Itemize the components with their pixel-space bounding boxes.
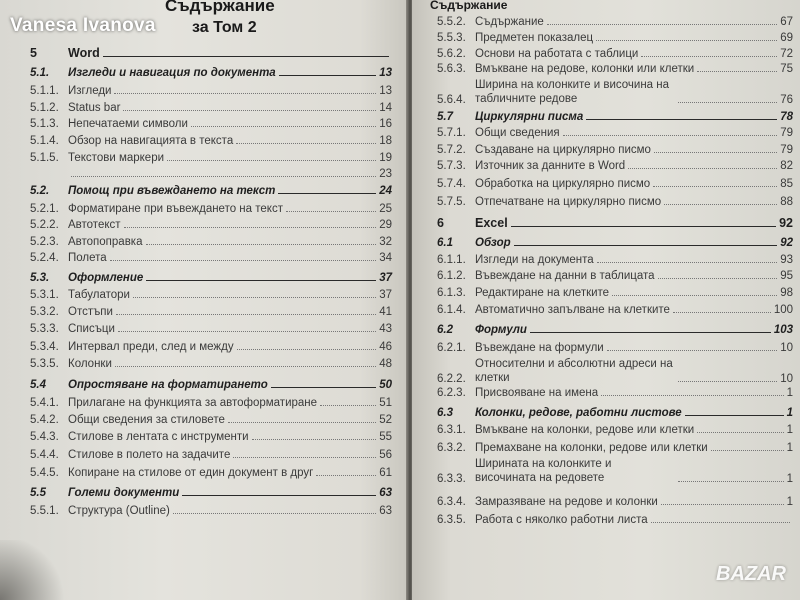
toc-entry-number: 5.5.1. [30, 505, 59, 517]
toc-entry-title: Съдържание [475, 16, 544, 28]
toc-entry-page: 23 [379, 168, 392, 180]
toc-entry-number: 5.3.2. [30, 306, 59, 318]
toc-entry-number: 5.3.3. [30, 323, 59, 335]
toc-leader [658, 277, 778, 279]
toc-entry-page: 48 [379, 358, 392, 370]
toc-entry-number: 5.5.3. [437, 32, 466, 44]
toc-entry-title: Въвеждане на формули [475, 342, 604, 354]
toc-entry-page: 1 [786, 473, 793, 485]
toc-entry-page: 10 [780, 342, 793, 354]
toc-entry-number: 5.1.4. [30, 135, 59, 147]
toc-leader [654, 151, 777, 153]
toc-entry-page: 63 [379, 487, 392, 499]
toc-entry-title: Формули [475, 324, 527, 336]
toc-entry-title: Премахване на колонки, редове или клетки [475, 442, 708, 454]
toc-leader [116, 313, 376, 315]
toc-entry [30, 445, 392, 461]
toc-entry-page: 16 [379, 118, 392, 130]
toc-entry-title: Стилове в лентата с инструменти [68, 431, 249, 443]
toc-entry-title: Изгледи [68, 85, 112, 97]
toc-entry [437, 107, 793, 123]
toc-entry [30, 410, 392, 426]
toc-leader [697, 70, 777, 72]
toc-entry-number: 6.1.1. [437, 254, 466, 266]
toc-entry-page: 24 [379, 185, 392, 197]
toc-entry-page: 55 [379, 431, 392, 443]
toc-entry [30, 114, 392, 130]
toc-entry-page: 78 [780, 111, 793, 123]
toc-entry [30, 483, 392, 499]
toc-entry-number: 5.5.2. [437, 16, 466, 28]
toc-entry-number: 5.2.4. [30, 252, 59, 264]
toc-entry-page: 67 [780, 16, 793, 28]
toc-entry-page: 61 [379, 467, 392, 479]
toc-leader [685, 414, 784, 416]
toc-leader [191, 125, 376, 127]
toc-entry-title: Вмъкване на редове, колонки или клетки [475, 63, 695, 75]
toc-entry-number: 6.2.3. [437, 387, 466, 399]
toc-entry-page: 32 [379, 236, 392, 248]
toc-entry-number: 6 [437, 216, 444, 230]
toc-entry-title: Списъци [68, 323, 115, 335]
toc-entry-title: Прилагане на функцията за автоформатиране [68, 397, 318, 409]
toc-entry-title: Status bar [68, 102, 121, 114]
running-header: Съдържание [430, 0, 508, 12]
toc-entry-number: 6.3 [437, 407, 453, 419]
toc-entry-title: Колонки, редове, работни листове [475, 407, 682, 419]
toc-leader [612, 294, 777, 296]
toc-entry-page: 98 [780, 287, 793, 299]
toc-entry [437, 28, 793, 44]
toc-entry-page: 37 [379, 272, 392, 284]
toc-leader [563, 134, 778, 136]
right-page [412, 0, 800, 600]
toc-entry [437, 266, 793, 282]
toc-entry-number: 5.7.5. [437, 196, 466, 208]
toc-entry-title: Обработка на циркулярно писмо [475, 178, 651, 190]
toc-entry-page: 76 [780, 94, 793, 106]
toc-entry-number: 5.3. [30, 272, 50, 284]
toc-entry-title: Автопоправка [68, 236, 143, 248]
toc-leader [678, 480, 784, 482]
toc-entry-title: Табулатори [68, 289, 130, 301]
toc-entry [437, 192, 793, 208]
toc-leader [233, 456, 376, 458]
toc-leader [252, 438, 377, 440]
toc-entry-title: Присвояване на имена [475, 387, 599, 399]
toc-entry-page: 37 [379, 289, 392, 301]
toc-entry-title: Отпечатване на циркулярно писмо [475, 196, 662, 208]
toc-entry [30, 319, 392, 335]
toc-leader [173, 512, 376, 514]
toc-entry [437, 156, 793, 172]
toc-entry-page: 1 [786, 442, 793, 454]
toc-entry [30, 232, 392, 248]
toc-entry-title: Обзор на навигацията в текста [68, 135, 234, 147]
toc-entry-number: 5.1.5. [30, 152, 59, 164]
toc-entry-title: Копиране на стилове от един документ в друг [68, 467, 314, 479]
toc-entry-page: 34 [379, 252, 392, 264]
toc-leader [71, 175, 376, 177]
toc-entry-title: Word [68, 46, 100, 60]
toc-leader [597, 261, 778, 263]
toc-entry-page: 92 [780, 237, 793, 249]
toc-leader [651, 521, 790, 523]
toc-entry [437, 492, 793, 508]
toc-entry-number: 5.7.2. [437, 144, 466, 156]
toc-entry-number: 5.3.5. [30, 358, 59, 370]
toc-entry-title: Оформление [68, 272, 144, 284]
toc-entry-number: 5 [30, 46, 37, 60]
toc-leader [586, 118, 777, 120]
toc-entry [437, 420, 793, 436]
toc-leader [236, 142, 376, 144]
toc-leader [653, 185, 777, 187]
toc-entry-title: Изгледи и навигация по документа [68, 67, 276, 79]
toc-entry [30, 131, 392, 147]
toc-entry-page: 79 [780, 127, 793, 139]
toc-entry-page: 43 [379, 323, 392, 335]
toc-leader [316, 474, 376, 476]
toc-entry-title: Колонки [68, 358, 112, 370]
toc-entry-title: Циркулярни писма [475, 111, 584, 123]
toc-entry [30, 268, 392, 284]
toc-entry [30, 463, 392, 479]
toc-entry-page: 82 [780, 160, 793, 172]
toc-entry-title: Относителни и абсолютни адреси на клетки [475, 358, 673, 384]
toc-leader [596, 39, 777, 41]
toc-entry-number: 6.1.2. [437, 270, 466, 282]
toc-entry [30, 501, 392, 517]
toc-leader [641, 55, 777, 57]
toc-entry-page: 92 [779, 216, 793, 230]
toc-entry [437, 455, 793, 485]
toc-entry-number: 5.5 [30, 487, 46, 499]
toc-leader [697, 431, 783, 433]
toc-entry-title: Непечатаеми символи [68, 118, 188, 130]
toc-title: Съдържание [165, 0, 275, 15]
toc-entry-number: 5.1. [30, 67, 50, 79]
toc-entry-page: 79 [780, 144, 793, 156]
toc-entry-title: Форматиране при въвеждането на текст [68, 203, 283, 215]
toc-entry-page: 1 [786, 407, 793, 419]
toc-leader [547, 23, 777, 25]
toc-entry-title: Отстъпи [68, 306, 113, 318]
toc-entry [437, 123, 793, 139]
toc-leader [661, 503, 784, 505]
toc-leader [607, 349, 777, 351]
toc-entry-number: 6.2.2. [437, 373, 466, 385]
toc-entry-number: 5.3.1. [30, 289, 59, 301]
toc-entry-page: 88 [780, 196, 793, 208]
toc-entry-title: Източник за данните в Word [475, 160, 626, 172]
bazar-logo: BAZAR [716, 563, 786, 585]
toc-leader [146, 279, 376, 281]
toc-leader [124, 226, 377, 228]
toc-leader [673, 311, 771, 313]
toc-entry-title: Excel [475, 216, 508, 230]
toc-leader [278, 192, 376, 194]
toc-leader [664, 203, 777, 205]
toc-leader [237, 348, 377, 350]
toc-entry-number: 5.6.3. [437, 63, 466, 75]
toc-entry-title: Автоматично запълване на клетките [475, 304, 670, 316]
toc-entry-title: Общи сведения за стиловете [68, 414, 225, 426]
toc-entry-title: Общи сведения [475, 127, 560, 139]
toc-leader [118, 330, 376, 332]
toc-entry [437, 355, 793, 385]
toc-entry-number: 5.2.2. [30, 219, 59, 231]
toc-entry-number: 6.2.1. [437, 342, 466, 354]
toc-entry-number: 6.3.3. [437, 473, 466, 485]
toc-entry-page: 29 [379, 219, 392, 231]
toc-entry [30, 354, 392, 370]
toc-leader [182, 494, 376, 496]
toc-entry-page: 41 [379, 306, 392, 318]
toc-entry-number: 5.2.3. [30, 236, 59, 248]
toc-entry-title: Редактиране на клетките [475, 287, 610, 299]
toc-entry-number: 6.2 [437, 324, 453, 336]
toc-entry-title: Автотекст [68, 219, 121, 231]
toc-entry-title: Вмъкване на колонки, редове или клетки [475, 424, 695, 436]
toc-entry [437, 338, 793, 354]
toc-leader [678, 380, 777, 382]
toc-entry [437, 174, 793, 190]
toc-entry-number: 5.6.2. [437, 48, 466, 60]
toc-entry [437, 300, 793, 316]
toc-entry-page: 19 [379, 152, 392, 164]
toc-entry-number: 5.3.4. [30, 341, 59, 353]
toc-entry-title: Изгледи на документа [475, 254, 594, 266]
toc-entry-title: Стилове в полето на задачите [68, 449, 231, 461]
toc-entry-title: Полета [68, 252, 107, 264]
toc-subtitle: за Том 2 [192, 19, 257, 36]
toc-entry-page: 85 [780, 178, 793, 190]
toc-entry-page: 93 [780, 254, 793, 266]
toc-entry [30, 302, 392, 318]
toc-entry-page: 18 [379, 135, 392, 147]
toc-entry [437, 383, 793, 399]
toc-entry-title: Помощ при въвеждането на текст [68, 185, 276, 197]
toc-entry [30, 248, 392, 264]
toc-entry-page: 1 [786, 496, 793, 508]
toc-leader [530, 331, 771, 333]
toc-leader [271, 386, 376, 388]
toc-leader [103, 55, 389, 57]
toc-entry-title: Предметен показалец [475, 32, 594, 44]
toc-entry-number: 6.1 [437, 237, 453, 249]
toc-entry [30, 44, 392, 60]
toc-entry-title: Замразяване на редове и колонки [475, 496, 658, 508]
toc-entry-page: 50 [379, 379, 392, 391]
toc-entry [437, 403, 793, 419]
toc-entry-page: 95 [780, 270, 793, 282]
toc-entry-page: 10 [780, 373, 793, 385]
toc-entry-page: 1 [786, 387, 793, 399]
toc-entry [437, 233, 793, 249]
toc-leader [228, 421, 376, 423]
toc-entry [30, 375, 392, 391]
toc-entry-page: 13 [379, 85, 392, 97]
toc-entry [30, 337, 392, 353]
toc-entry [437, 438, 793, 454]
toc-entry-title: Създаване на циркулярно писмо [475, 144, 651, 156]
toc-entry-title: Текстови маркери [68, 152, 165, 164]
toc-entry-number: 5.4.5. [30, 467, 59, 479]
toc-entry [437, 59, 793, 75]
toc-leader [167, 159, 376, 161]
toc-entry [30, 393, 392, 409]
toc-entry [30, 81, 392, 97]
toc-entry-title: Въвеждане на данни в таблицата [475, 270, 655, 282]
toc-entry-number: 5.4 [30, 379, 46, 391]
toc-entry-title: Основи на работата с таблици [475, 48, 639, 60]
toc-entry-number: 6.1.3. [437, 287, 466, 299]
toc-entry-title: Големи документи [68, 487, 180, 499]
toc-entry [30, 285, 392, 301]
toc-entry-title: Опростяване на форматирането [68, 379, 268, 391]
toc-entry-number: 5.4.1. [30, 397, 59, 409]
toc-entry-number: 5.6.4. [437, 94, 466, 106]
toc-entry-title: Работа с няколко работни листа [475, 514, 648, 526]
toc-leader [114, 92, 376, 94]
toc-entry-page: 14 [379, 102, 392, 114]
toc-entry [437, 320, 793, 336]
toc-leader [514, 244, 778, 246]
toc-entry-page: 103 [773, 324, 793, 336]
toc-leader [320, 404, 376, 406]
toc-entry-number: 5.7.1. [437, 127, 466, 139]
toc-entry [437, 510, 793, 526]
toc-entry [30, 164, 392, 180]
toc-entry-number: 5.4.3. [30, 431, 59, 443]
toc-leader [110, 259, 377, 261]
toc-leader [678, 101, 777, 103]
seller-watermark: Vanesa Ivanova [10, 15, 156, 36]
toc-leader [279, 74, 377, 76]
toc-entry-number: 6.3.4. [437, 496, 466, 508]
toc-entry-number: 5.7.3. [437, 160, 466, 172]
toc-entry-number: 5.1.3. [30, 118, 59, 130]
toc-leader [146, 243, 377, 245]
toc-entry-number: 6.3.5. [437, 514, 466, 526]
toc-entry-page: 75 [780, 63, 793, 75]
toc-entry-number: 5.4.2. [30, 414, 59, 426]
toc-entry-page: 46 [379, 341, 392, 353]
toc-entry-page: 25 [379, 203, 392, 215]
toc-entry [437, 76, 793, 106]
toc-entry-number: 5.2.1. [30, 203, 59, 215]
toc-entry-number: 5.2. [30, 185, 50, 197]
toc-entry [437, 140, 793, 156]
toc-entry-title: Обзор [475, 237, 511, 249]
toc-entry-page: 72 [780, 48, 793, 60]
toc-entry-title: Структура (Outline) [68, 505, 170, 517]
toc-entry-title: Ширина на колонките и височина на табличните редове [475, 79, 670, 105]
toc-entry [30, 181, 392, 197]
toc-entry-page: 69 [780, 32, 793, 44]
toc-leader [115, 365, 376, 367]
toc-leader [123, 109, 376, 111]
toc-entry [437, 283, 793, 299]
toc-entry [437, 44, 793, 60]
toc-entry [30, 148, 392, 164]
toc-entry [30, 199, 392, 215]
toc-entry-title: Интервал преди, след и между [68, 341, 234, 353]
toc-entry-page: 56 [379, 449, 392, 461]
hand-shadow [0, 540, 70, 600]
toc-entry-number: 6.3.2. [437, 442, 466, 454]
toc-leader [601, 394, 783, 396]
toc-entry [30, 427, 392, 443]
toc-entry-number: 6.1.4. [437, 304, 466, 316]
toc-leader [711, 449, 784, 451]
toc-entry-page: 51 [379, 397, 392, 409]
toc-entry [437, 250, 793, 266]
toc-leader [286, 210, 376, 212]
toc-entry-page: 100 [773, 304, 793, 316]
toc-leader [511, 225, 776, 227]
toc-leader [133, 296, 376, 298]
toc-entry [437, 12, 793, 28]
toc-entry-number: 5.1.1. [30, 85, 59, 97]
toc-entry [30, 63, 392, 79]
toc-entry-number: 5.7 [437, 111, 453, 123]
toc-leader [628, 167, 777, 169]
toc-entry [30, 215, 392, 231]
toc-entry-number: 6.3.1. [437, 424, 466, 436]
toc-entry-page: 13 [379, 67, 392, 79]
toc-entry-number: 5.1.2. [30, 102, 59, 114]
toc-entry-page: 1 [786, 424, 793, 436]
toc-entry [30, 98, 392, 114]
toc-entry-number: 5.4.4. [30, 449, 59, 461]
toc-entry-number: 5.7.4. [437, 178, 466, 190]
toc-entry-page: 63 [379, 505, 392, 517]
toc-entry-title: Ширината на колонките и височината на редовете [475, 458, 612, 484]
toc-entry [437, 214, 793, 230]
toc-entry-page: 52 [379, 414, 392, 426]
